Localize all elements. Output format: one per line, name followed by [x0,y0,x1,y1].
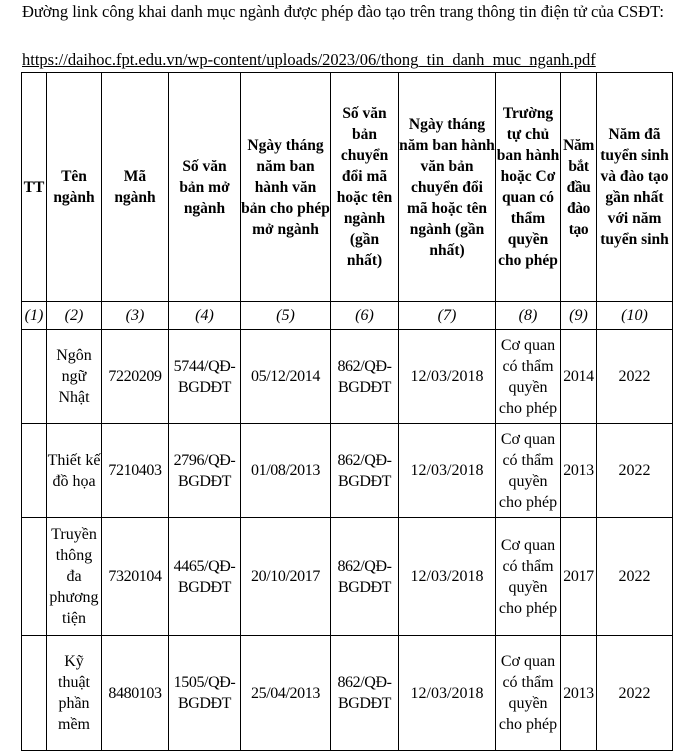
column-number: (6) [331,302,399,330]
cell-open-doc: 5744/QĐ-BGDĐT [169,330,241,424]
cell-name: Ngôn ngữ Nhật [47,330,102,424]
header-name: Tên ngành [47,73,102,302]
cell-name: Kỹ thuật phần mềm [47,636,102,751]
cell-convert-date: 12/03/2018 [399,518,496,636]
table-row [22,636,673,751]
header-latest-year: Năm đã tuyển sinh và đào tạo gần nhất với năm tuyển sinh [597,73,673,302]
cell-convert-doc: 862/QĐ-BGDĐT [331,330,399,424]
cell-code: 8480103 [102,636,169,751]
program-list-link[interactable]: https://daihoc.fpt.edu.vn/wp-content/uploads/2023/06/thong_tin_danh_muc_nganh.pdf [22,50,596,69]
cell-authority: Cơ quan có thẩm quyền cho phép [496,518,561,636]
cell-latest-year: 2022 [597,636,673,751]
cell-open-date: 05/12/2014 [241,330,331,424]
column-number-row [22,302,673,330]
cell-convert-date: 12/03/2018 [399,636,496,751]
cell-convert-doc: 862/QĐ-BGDĐT [331,424,399,518]
column-number: (9) [561,302,597,330]
cell-tt [22,518,47,636]
cell-authority: Cơ quan có thẩm quyền cho phép [496,330,561,424]
header-authority: Trường tự chủ ban hành hoặc Cơ quan có thẩm quyền cho phép [496,73,561,302]
cell-open-doc: 4465/QĐ-BGDĐT [169,518,241,636]
cell-code: 7210403 [102,424,169,518]
cell-open-date: 20/10/2017 [241,518,331,636]
program-table [21,72,673,751]
header-row [22,73,673,302]
column-number: (1) [22,302,47,330]
cell-convert-date: 12/03/2018 [399,330,496,424]
cell-open-doc: 1505/QĐ-BGDĐT [169,636,241,751]
cell-code: 7220209 [102,330,169,424]
cell-code: 7320104 [102,518,169,636]
column-number: (4) [169,302,241,330]
header-open-doc: Số văn bản mở ngành [169,73,241,302]
cell-name: Truyền thông đa phương tiện [47,518,102,636]
cell-start-year: 2017 [561,518,597,636]
column-number: (3) [102,302,169,330]
header-tt: TT [22,73,47,302]
column-number: (8) [496,302,561,330]
table-row [22,424,673,518]
cell-authority: Cơ quan có thẩm quyền cho phép [496,424,561,518]
cell-open-date: 01/08/2013 [241,424,331,518]
cell-tt [22,424,47,518]
header-start-year: Năm bắt đầu đào tạo [561,73,597,302]
column-number: (7) [399,302,496,330]
cell-start-year: 2014 [561,330,597,424]
cell-latest-year: 2022 [597,424,673,518]
cell-name: Thiết kế đồ họa [47,424,102,518]
cell-tt [22,636,47,751]
column-number: (2) [47,302,102,330]
cell-open-doc: 2796/QĐ-BGDĐT [169,424,241,518]
url-line [22,49,694,71]
table-row [22,518,673,636]
cell-start-year: 2013 [561,636,597,751]
intro-text: Đường link công khai danh mục ngành được phép đào tạo trên trang thông tin điện tử của CSĐT: [22,2,664,21]
cell-convert-doc: 862/QĐ-BGDĐT [331,636,399,751]
header-open-date: Ngày tháng năm ban hành văn bản cho phép mở ngành [241,73,331,302]
column-number: (5) [241,302,331,330]
cell-latest-year: 2022 [597,518,673,636]
cell-tt [22,330,47,424]
header-convert-doc: Số văn bản chuyển đổi mã hoặc tên ngành (gần nhất) [331,73,399,302]
header-convert-date: Ngày tháng năm ban hành văn bản chuyển đổi mã hoặc tên ngành (gần nhất) [399,73,496,302]
table-row [22,330,673,424]
header-code: Mã ngành [102,73,169,302]
cell-latest-year: 2022 [597,330,673,424]
cell-authority: Cơ quan có thẩm quyền cho phép [496,636,561,751]
cell-start-year: 2013 [561,424,597,518]
cell-convert-date: 12/03/2018 [399,424,496,518]
cell-convert-doc: 862/QĐ-BGDĐT [331,518,399,636]
cell-open-date: 25/04/2013 [241,636,331,751]
column-number: (10) [597,302,673,330]
